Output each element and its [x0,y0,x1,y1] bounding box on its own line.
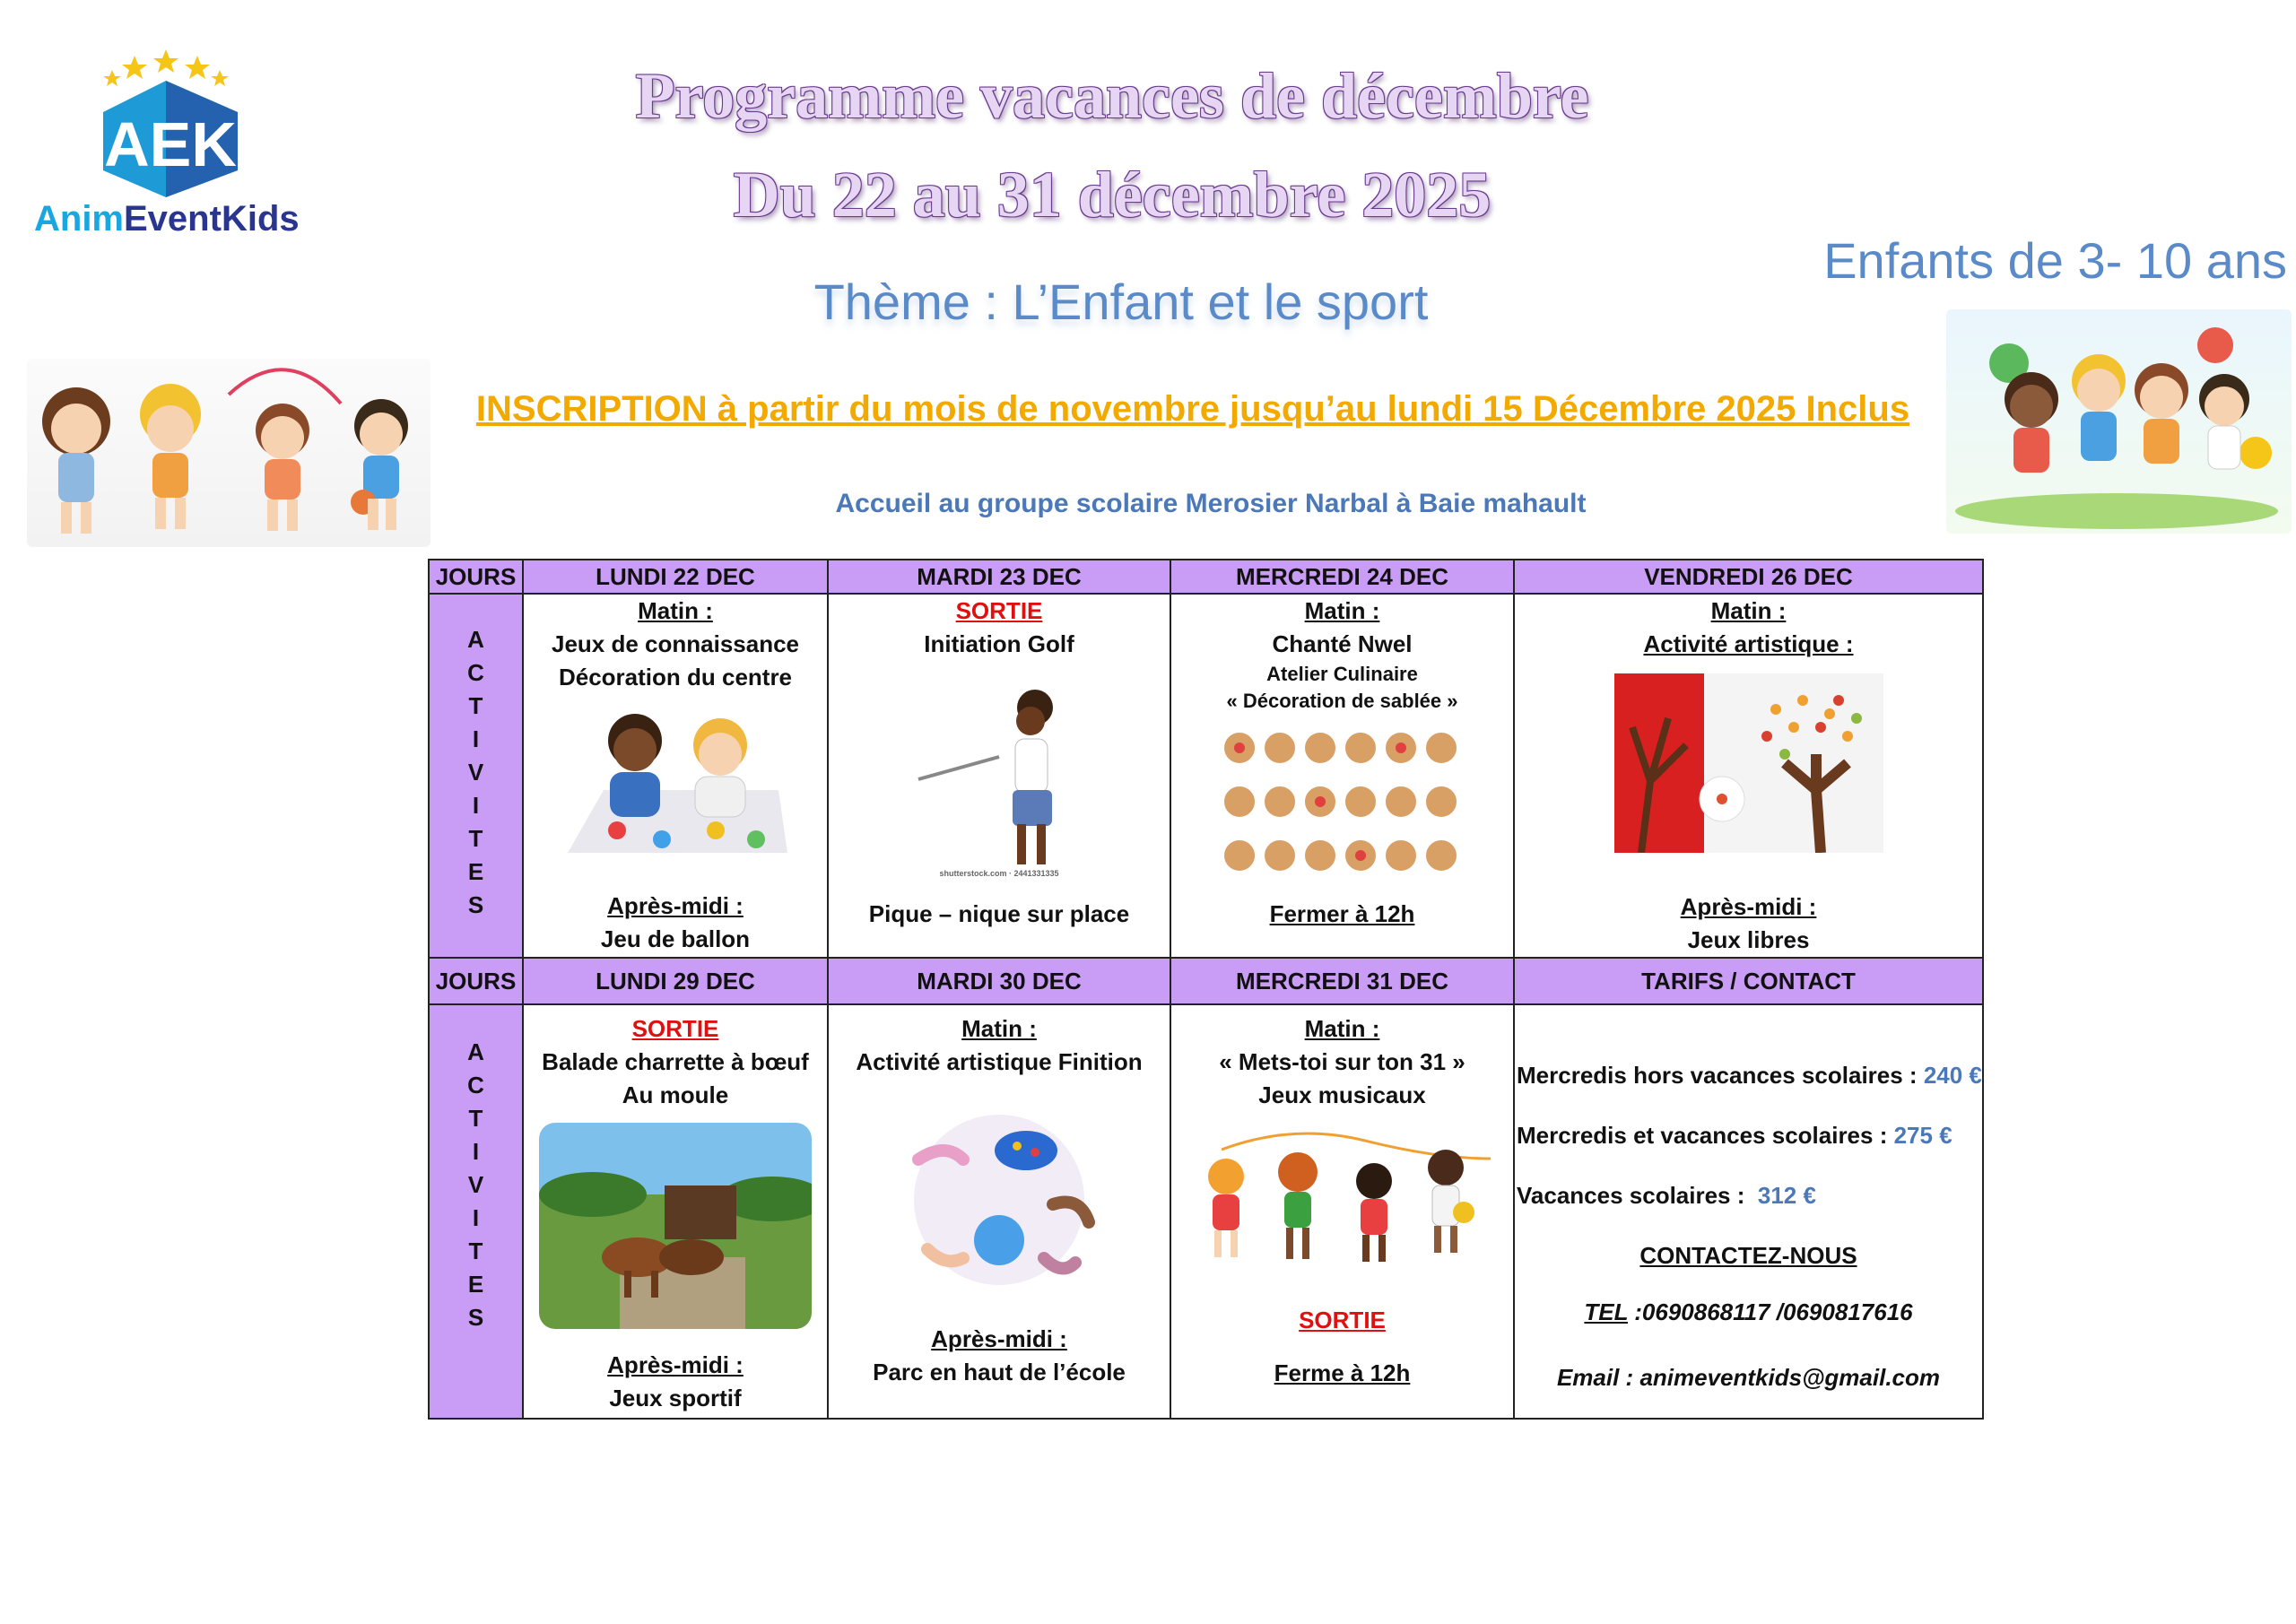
child-figure [1428,1150,1474,1253]
activity-text: Jeux de connaissance [551,630,800,657]
day-header: TARIFS / CONTACT [1514,958,1983,1004]
activity-text: « Décoration de sablée » [1226,690,1458,712]
morning-label: Matin : [1304,1015,1380,1042]
christmas-cookies-image [1217,725,1468,878]
activity-text: Initiation Golf [924,630,1074,657]
child-figure [351,399,408,530]
activity-cell-tue23 [828,594,1170,958]
morning-label: Matin : [1710,597,1787,624]
golf-player-image [900,672,1098,878]
table-header-row [429,958,1983,1004]
music-kids-image [1186,1123,1500,1275]
price-row: Mercredis hors vacances scolaires : 240 € [1517,1062,1982,1089]
art-hands-image [891,1106,1107,1294]
kids-sport-illustration-right [1946,309,2292,534]
handprint-tree-art-image [1614,673,1883,853]
pricing-contact-cell [1514,1004,1983,1419]
activity-text: Activité artistique Finition [856,1048,1143,1075]
page-title-line1: Programme vacances de décembre [635,60,1589,132]
activity-text: Pique – nique sur place [868,900,1130,927]
activity-schedule-table [428,559,1984,1420]
child-figure [2135,363,2188,464]
activity-text: Chanté Nwel [1272,630,1413,657]
activity-cell-wed24 [1170,594,1514,958]
activites-side-label: A C T I V I T E S [429,594,523,958]
activity-text: Atelier Culinaire [1266,663,1418,685]
child-figure [1356,1163,1392,1262]
logo-brand-text: AnimEventKids [34,199,300,239]
svg-text:AEK: AEK [104,109,237,179]
day-header: MERCREDI 24 DEC [1170,560,1514,594]
child-figure [2072,354,2126,461]
afternoon-label: Après-midi : [607,892,744,919]
outing-label: SORTIE [955,597,1043,624]
phone-numbers[interactable]: TEL :0690868117 /0690817616 [1584,1298,1913,1325]
activity-cell-mon22 [523,594,828,958]
afternoon-label: Après-midi : [1680,893,1817,920]
table-row [429,1004,1983,1419]
kids-painting-image [554,705,796,857]
activity-text: Au moule [622,1081,729,1108]
price-value: 240 € [1923,1062,1982,1089]
logo [27,45,323,251]
price-value: 275 € [1893,1122,1952,1149]
table-header-row [429,560,1983,594]
afternoon-label: Après-midi : [931,1325,1067,1352]
child-figure [2005,372,2058,473]
day-header: LUNDI 22 DEC [523,560,828,594]
inscription-notice: INSCRIPTION à partir du mois de novembre jusqu’au lundi 15 Décembre 2025 Inclus [475,389,1910,429]
child-figure [1278,1152,1318,1259]
activity-text: Jeux musicaux [1258,1081,1426,1108]
page-title-line2: Du 22 au 31 décembre 2025 [733,159,1492,230]
activity-cell-wed31 [1170,1004,1514,1419]
activites-side-label: A C T I V I T E S [429,1004,523,1419]
day-header: MARDI 23 DEC [828,560,1170,594]
price-row: Mercredis et vacances scolaires : 275 € [1517,1122,1952,1149]
closing-time: Fermer à 12h [1269,900,1415,927]
activity-cell-tue30 [828,1004,1170,1419]
day-header: MARDI 30 DEC [828,958,1170,1004]
morning-label: Matin : [1304,597,1380,624]
logo-stars [103,49,229,86]
outing-label: SORTIE [1299,1307,1386,1333]
closing-time: Ferme à 12h [1274,1359,1411,1386]
activity-cell-mon29 [523,1004,828,1419]
day-header: MERCREDI 31 DEC [1170,958,1514,1004]
jours-header: JOURS [429,958,523,1004]
kids-sport-illustration-left [27,359,430,547]
jours-header: JOURS [429,560,523,594]
price-row: Vacances scolaires : 312 € [1517,1182,1816,1209]
table-row [429,594,1983,958]
price-value: 312 € [1757,1182,1816,1209]
logo-badge [27,45,323,197]
theme-heading: Thème : L’Enfant et le sport [813,274,1429,330]
child-figure [140,384,201,529]
age-range: Enfants de 3- 10 ans [1823,232,2287,289]
morning-label: Matin : [638,597,713,624]
activity-text: Jeu de ballon [600,925,751,952]
child-figure [229,369,341,531]
activity-text: Décoration du centre [558,664,793,690]
ox-cart-photo [539,1123,812,1329]
activity-text: Balade charrette à bœuf [542,1048,809,1075]
activity-text: Activité artistique : [1643,630,1854,657]
activity-text: « Mets-toi sur ton 31 » [1219,1048,1465,1075]
activity-text: Jeux sportif [609,1385,742,1411]
activity-text: Parc en haut de l’école [873,1359,1126,1385]
contact-heading: CONTACTEZ-NOUS [1639,1242,1857,1269]
email-address[interactable]: Email : animeventkids@gmail.com [1556,1364,1941,1391]
day-header: LUNDI 29 DEC [523,958,828,1004]
child-figure [42,387,110,534]
activity-text: Jeux libres [1687,926,1810,953]
image-credit: shutterstock.com · 2441331335 [939,869,1059,878]
child-figure [1208,1159,1244,1257]
venue-info: Accueil au groupe scolaire Merosier Narbal à Baie mahault [835,489,1587,518]
outing-label: SORTIE [631,1015,719,1042]
afternoon-label: Après-midi : [607,1351,744,1378]
morning-label: Matin : [961,1015,1037,1042]
activity-cell-fri26 [1514,594,1983,958]
day-header: VENDREDI 26 DEC [1514,560,1983,594]
